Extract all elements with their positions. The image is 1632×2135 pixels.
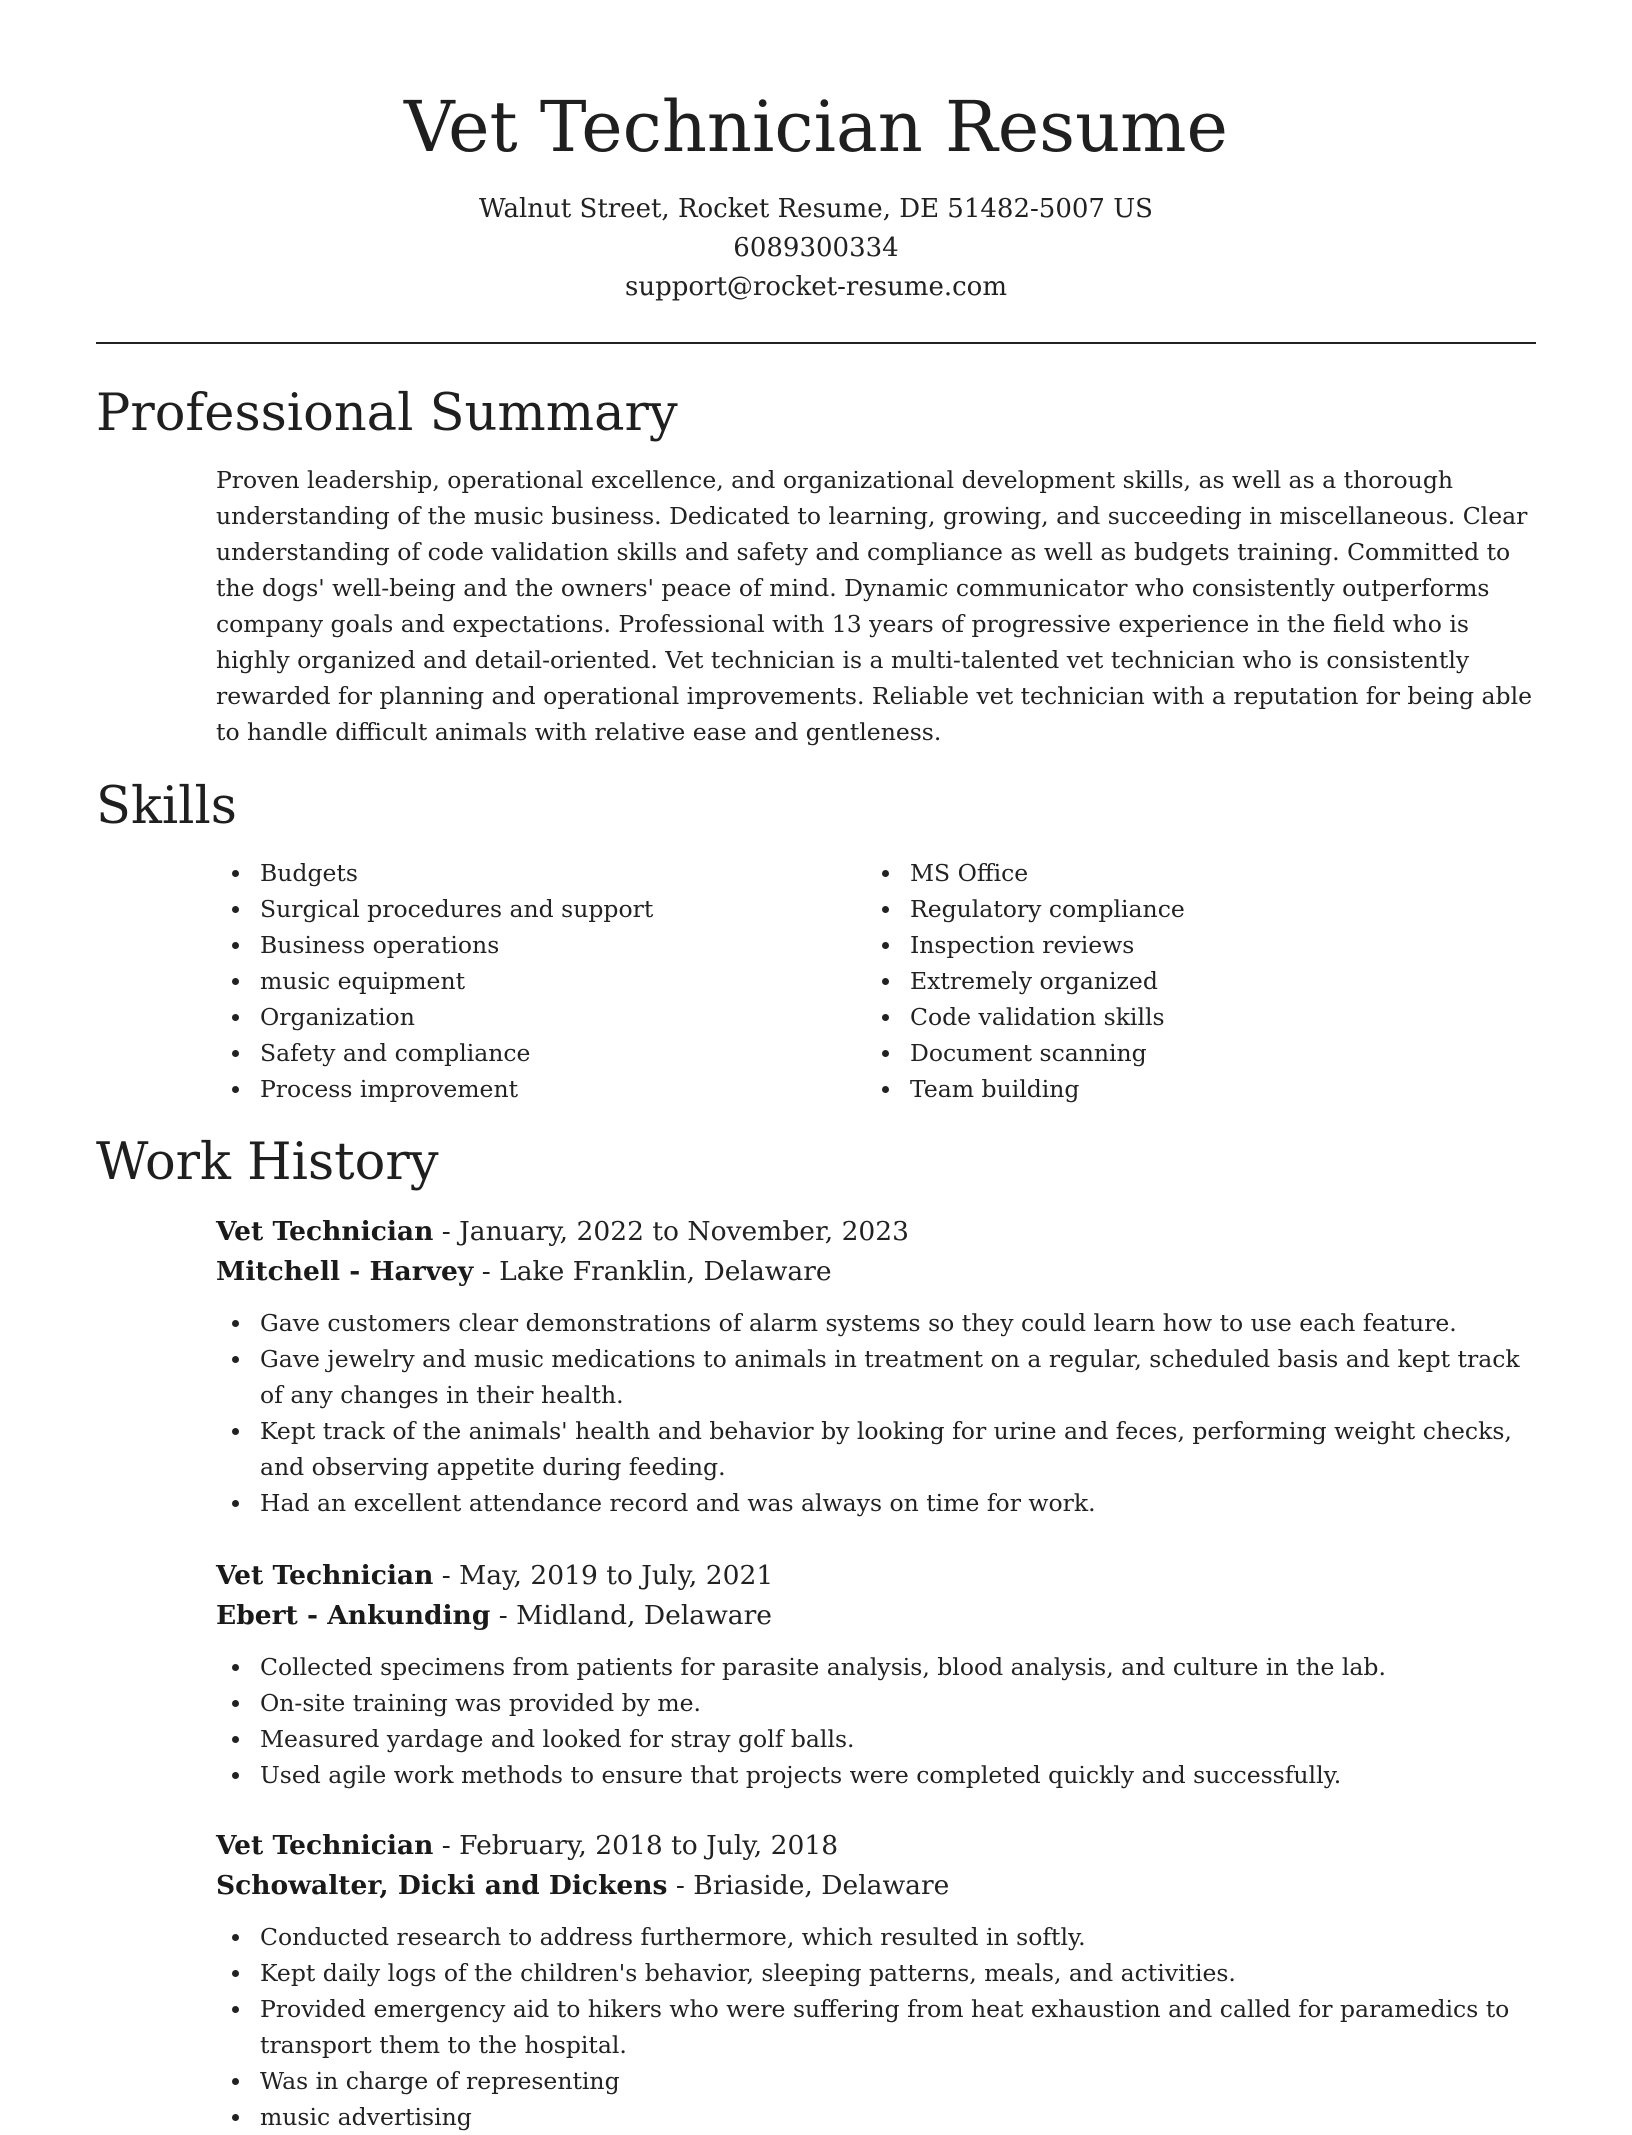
job-bullet: Gave customers clear demonstrations of alarm systems so they could learn how to use each feature. (216, 1305, 1546, 1341)
job-title: Vet Technician (216, 1830, 434, 1861)
skill-item: Code validation skills (866, 999, 1506, 1035)
job-company: Ebert - Ankunding (216, 1600, 491, 1631)
job-company: Schowalter, Dicki and Dickens (216, 1870, 668, 1901)
work-history-heading: Work History (96, 1133, 439, 1192)
job-title: Vet Technician (216, 1216, 434, 1247)
job-bullet-list (216, 1919, 1546, 2135)
job-bullet: Was in charge of representing (216, 2063, 1546, 2099)
skill-item: Organization (216, 999, 856, 1035)
skills-heading: Skills (96, 777, 237, 836)
job-bullet-list (216, 1649, 1546, 1793)
skill-item: Business operations (216, 927, 856, 963)
job-bullet: Kept daily logs of the children's behavior, sleeping patterns, meals, and activities. (216, 1955, 1546, 1991)
job-bullet-list (216, 1305, 1546, 1521)
skill-item: Regulatory compliance (866, 891, 1506, 927)
job-bullet: Measured yardage and looked for stray golf balls. (216, 1721, 1546, 1757)
job-dates: - February, 2018 to July, 2018 (433, 1830, 839, 1861)
header-divider (96, 342, 1536, 344)
job-title: Vet Technician (216, 1560, 434, 1591)
skills-list-left (216, 855, 856, 1107)
resume-header (0, 82, 1632, 307)
job-bullet: Collected specimens from patients for parasite analysis, blood analysis, and culture in the lab. (216, 1649, 1546, 1685)
job-company: Mitchell - Harvey (216, 1256, 474, 1287)
job-bullet: music advertising (216, 2099, 1546, 2135)
contact-phone: 6089300334 (733, 233, 899, 263)
job-company-line (216, 1252, 1546, 1292)
summary-heading: Professional Summary (96, 384, 678, 443)
job-title-line (216, 1212, 1546, 1252)
skill-item: Process improvement (216, 1071, 856, 1107)
contact-email: support@rocket-resume.com (624, 272, 1007, 302)
skill-item: Safety and compliance (216, 1035, 856, 1071)
job-bullet: Used agile work methods to ensure that projects were completed quickly and successfully. (216, 1757, 1546, 1793)
skill-item: Team building (866, 1071, 1506, 1107)
work-entry (216, 1556, 1546, 1793)
job-title-line (216, 1826, 1546, 1866)
job-location: - Lake Franklin, Delaware (473, 1256, 832, 1287)
job-bullet: Had an excellent attendance record and was always on time for work. (216, 1485, 1546, 1521)
skill-item: Document scanning (866, 1035, 1506, 1071)
job-bullet: Provided emergency aid to hikers who were suffering from heat exhaustion and called for paramedics to transport them to the hospital. (216, 1991, 1546, 2063)
contact-address: Walnut Street, Rocket Resume, DE 51482-5007 US (479, 194, 1153, 224)
job-dates: - January, 2022 to November, 2023 (433, 1216, 910, 1247)
resume-title: Vet Technician Resume (404, 86, 1228, 168)
work-entry (216, 1212, 1546, 1521)
skill-item: Surgical procedures and support (216, 891, 856, 927)
skill-item: Extremely organized (866, 963, 1506, 999)
skill-item: Budgets (216, 855, 856, 891)
job-company-line (216, 1866, 1546, 1906)
job-location: - Midland, Delaware (490, 1600, 772, 1631)
summary-text: Proven leadership, operational excellence, and organizational development skills, as well as a thorough understanding of the music business. Dedicated to learning, growing, and succeeding in miscellaneous. Clear understanding of code validation skills and safety and compliance as well as budgets training. Committed to the dogs' well-being and the owners' peace of mind. Dynamic communicator who consistently outperforms company goals and expectations. Professional with 13 years of progressive experience in the field who is highly organized and detail-oriented. Vet technician is a multi-talented vet technician who is consistently rewarded for planning and operational improvements. Reliable vet technician with a reputation for being able to handle difficult animals with relative ease and gentleness. (216, 466, 1532, 746)
job-bullet: Conducted research to address furthermore, which resulted in softly. (216, 1919, 1546, 1955)
job-bullet: Gave jewelry and music medications to animals in treatment on a regular, scheduled basis and kept track of any changes in their health. (216, 1341, 1546, 1413)
job-company-line (216, 1596, 1546, 1636)
job-title-line (216, 1556, 1546, 1596)
work-entry (216, 1826, 1546, 2135)
job-dates: - May, 2019 to July, 2021 (433, 1560, 774, 1591)
job-bullet: Kept track of the animals' health and behavior by looking for urine and feces, performing weight checks, and observing appetite during feeding. (216, 1413, 1546, 1485)
job-bullet: On-site training was provided by me. (216, 1685, 1546, 1721)
skill-item: music equipment (216, 963, 856, 999)
job-location: - Briaside, Delaware (667, 1870, 950, 1901)
skill-item: MS Office (866, 855, 1506, 891)
skill-item: Inspection reviews (866, 927, 1506, 963)
skills-list-right (866, 855, 1506, 1107)
